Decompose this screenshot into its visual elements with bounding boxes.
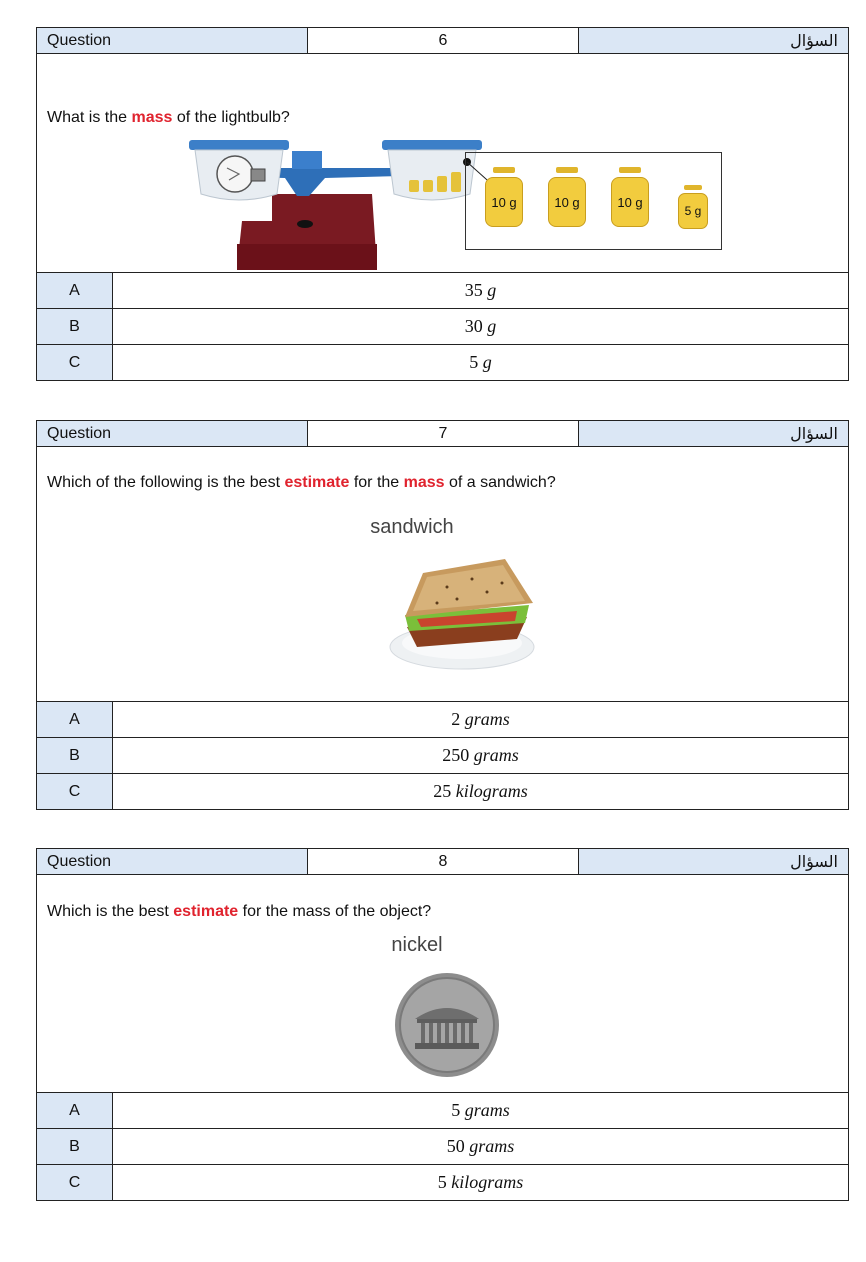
question-body [37,447,848,702]
option-value: 25 kilograms [433,781,528,801]
question-text: Which is the best estimate for the mass of the object? [47,903,432,920]
option-value: 5 grams [451,1100,510,1120]
option-value: 5 kilograms [437,1172,524,1192]
question-header [37,28,848,54]
question-label-arabic: السؤال [579,849,848,874]
scale-pivot [297,220,313,228]
question-body [37,875,848,1093]
option-letter: B [37,1129,113,1164]
question-label-arabic: السؤال [579,28,848,53]
option-value: 250 grams [442,745,519,765]
question-label: Question [37,849,308,874]
image-caption: sandwich [370,516,454,538]
question-number: 8 [308,849,579,874]
question-label: Question [37,28,308,53]
option-row-b[interactable] [37,1129,848,1165]
question-text: Which of the following is the best estimate for the mass of a sandwich? [47,474,556,491]
weight-10g-1: 10 g [485,167,523,229]
option-row-b[interactable] [37,309,848,345]
option-row-a[interactable] [37,273,848,309]
option-letter: B [37,738,113,773]
option-value: 2 grams [451,709,510,729]
option-letter: C [37,774,113,809]
option-letter: A [37,702,113,737]
option-row-a[interactable] [37,702,848,738]
option-row-a[interactable] [37,1093,848,1129]
option-letter: A [37,273,113,308]
option-value: 5 g [469,352,492,372]
option-row-c[interactable] [37,774,848,809]
question-6-block [36,27,849,381]
highlight-estimate: estimate [173,903,239,920]
balance-scale-illustration [147,136,507,274]
right-pan [382,140,482,150]
option-letter: C [37,345,113,380]
option-row-c[interactable] [37,1165,848,1200]
nickel-coin-illustration [393,971,501,1079]
highlight-estimate: estimate [284,474,350,491]
sandwich-illustration [377,547,547,677]
question-body [37,54,848,273]
left-pan [189,140,289,150]
option-row-c[interactable] [37,345,848,380]
option-value: 30 g [464,316,497,336]
weights-callout [465,152,722,250]
option-letter: C [37,1165,113,1200]
question-header [37,421,848,447]
weight-10g-3: 10 g [611,167,649,229]
option-letter: A [37,1093,113,1128]
option-value: 50 grams [446,1136,515,1156]
option-letter: B [37,309,113,344]
question-number: 6 [308,28,579,53]
question-label-arabic: السؤال [579,421,848,446]
weight-5g: 5 g [678,185,708,231]
question-8-block [36,848,849,1201]
question-number: 7 [308,421,579,446]
weight-10g-2: 10 g [548,167,586,229]
question-label: Question [37,421,308,446]
option-row-b[interactable] [37,738,848,774]
highlight-mass: mass [403,474,445,491]
image-caption: nickel [391,934,443,956]
question-header [37,849,848,875]
question-7-block [36,420,849,810]
highlight-mass: mass [131,109,173,126]
question-text: What is the mass of the lightbulb? [47,109,290,126]
option-value: 35 g [464,280,497,300]
